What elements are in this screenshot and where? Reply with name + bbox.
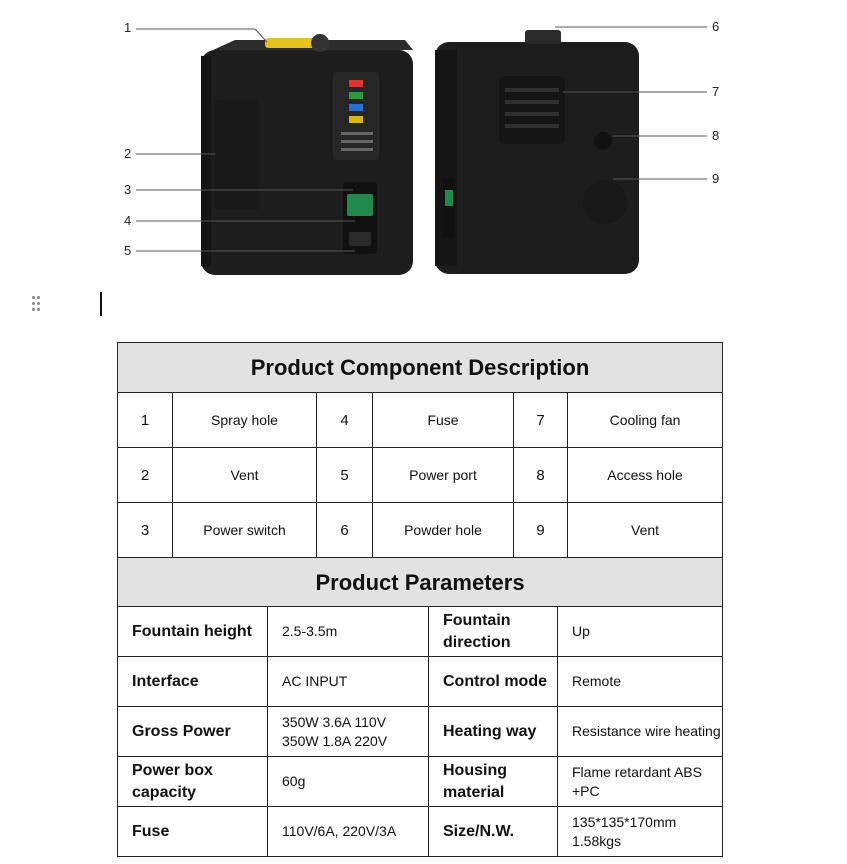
- param-label: Fountain height: [118, 607, 268, 657]
- table-row: [118, 757, 723, 807]
- param-label: Housing material: [429, 757, 558, 807]
- table-row: [118, 607, 723, 657]
- param-label: Fountain direction: [429, 607, 558, 657]
- param-label: Power box capacity: [118, 757, 268, 807]
- param-value: 350W 3.6A 110V 350W 1.8A 220V: [268, 707, 429, 757]
- component-number: 1: [118, 393, 173, 448]
- param-value: 110V/6A, 220V/3A: [268, 807, 429, 857]
- param-value: 60g: [268, 757, 429, 807]
- param-value: AC INPUT: [268, 657, 429, 707]
- param-value: Flame retardant ABS +PC: [558, 757, 723, 807]
- param-label: Gross Power: [118, 707, 268, 757]
- component-number: 3: [118, 503, 173, 558]
- block-drag-handle[interactable]: [32, 296, 42, 312]
- text-cursor: [100, 292, 102, 316]
- component-name: Access hole: [568, 448, 723, 503]
- component-description-table: [117, 342, 723, 558]
- product-parameters-table: [117, 557, 723, 857]
- param-label: Interface: [118, 657, 268, 707]
- param-value: 2.5-3.5m: [268, 607, 429, 657]
- table-row: [118, 448, 723, 503]
- table-title: Product Component Description: [118, 343, 723, 393]
- table-row: [118, 707, 723, 757]
- component-name: Spray hole: [173, 393, 317, 448]
- callout-9: 9: [712, 171, 720, 186]
- table-row: [118, 393, 723, 448]
- param-value: 135*135*170mm 1.58kgs: [558, 807, 723, 857]
- param-value: Up: [558, 607, 723, 657]
- component-name: Cooling fan: [568, 393, 723, 448]
- table-row: [118, 657, 723, 707]
- component-number: 5: [317, 448, 373, 503]
- param-label: Heating way: [429, 707, 558, 757]
- device-back-view: [435, 30, 639, 274]
- component-number: 7: [514, 393, 568, 448]
- device-front-view: [201, 34, 413, 275]
- table-row: [118, 503, 723, 558]
- component-name: Powder hole: [373, 503, 514, 558]
- callout-8: 8: [712, 128, 720, 143]
- component-number: 8: [514, 448, 568, 503]
- component-name: Power switch: [173, 503, 317, 558]
- product-illustration: [115, 10, 727, 285]
- callout-6: 6: [712, 19, 720, 34]
- component-number: 2: [118, 448, 173, 503]
- param-label: Control mode: [429, 657, 558, 707]
- callout-2: 2: [124, 146, 132, 161]
- component-number: 6: [317, 503, 373, 558]
- param-value: Resistance wire heating: [558, 707, 723, 757]
- product-image: [115, 10, 727, 285]
- component-name: Vent: [173, 448, 317, 503]
- callout-5: 5: [124, 243, 132, 258]
- param-value: Remote: [558, 657, 723, 707]
- component-name: Power port: [373, 448, 514, 503]
- component-name: Fuse: [373, 393, 514, 448]
- component-name: Vent: [568, 503, 723, 558]
- callout-7: 7: [712, 84, 720, 99]
- table-row: [118, 807, 723, 857]
- callout-1: 1: [124, 20, 132, 35]
- param-label: Fuse: [118, 807, 268, 857]
- component-number: 9: [514, 503, 568, 558]
- param-label: Size/N.W.: [429, 807, 558, 857]
- table-title: Product Parameters: [118, 558, 723, 607]
- callout-3: 3: [124, 182, 132, 197]
- callout-4: 4: [124, 213, 132, 228]
- component-number: 4: [317, 393, 373, 448]
